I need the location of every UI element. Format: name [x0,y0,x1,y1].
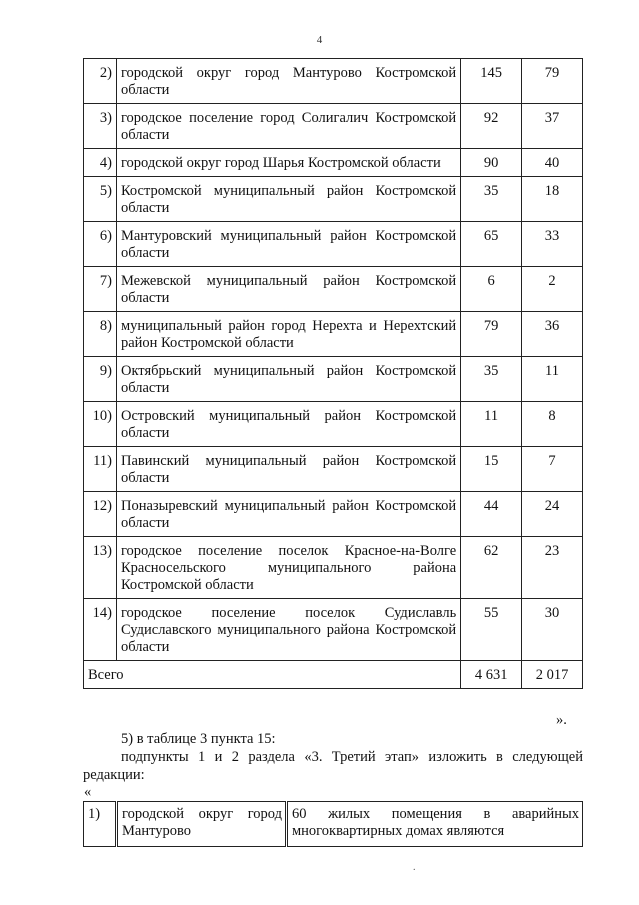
row-number: 4) [84,149,117,177]
row-municipality: городское поселение город Солигалич Костромской области [116,104,460,149]
row-municipality: Островский муниципальный район Костромской области [116,402,460,447]
row-municipality: городское поселение поселок Красное-на-Волге Красносельского муниципального района Костромской области [116,537,460,599]
row-number: 6) [84,222,117,267]
row-municipality: Мантуровский муниципальный район Костромской области [116,222,460,267]
stage-three-row [84,802,583,847]
row-number: 14) [84,599,117,661]
table-row [84,149,583,177]
row-value-1: 145 [461,59,522,104]
row-value-2: 8 [522,402,583,447]
row-value-1: 90 [461,149,522,177]
row-value-1: 44 [461,492,522,537]
row-number: 7) [84,267,117,312]
row-number: 2) [84,59,117,104]
stage-row-description: 60 жилых помещения в аварийных многоквартирных домах являются [287,802,583,847]
table-row [84,177,583,222]
footer-mark: . [413,862,416,873]
row-number: 3) [84,104,117,149]
row-municipality: Поназыревский муниципальный район Костромской области [116,492,460,537]
table-row [84,312,583,357]
row-value-2: 36 [522,312,583,357]
row-number: 12) [84,492,117,537]
row-number: 11) [84,447,117,492]
table-row [84,222,583,267]
row-number: 10) [84,402,117,447]
row-number: 13) [84,537,117,599]
row-value-2: 2 [522,267,583,312]
row-value-2: 30 [522,599,583,661]
row-value-2: 33 [522,222,583,267]
municipality-table-body [84,59,583,661]
paragraph-subitems: подпункты 1 и 2 раздела «3. Третий этап» изложить в следующей [121,749,583,765]
row-municipality: Павинский муниципальный район Костромской области [116,447,460,492]
stage-row-number: 1) [84,802,117,847]
paragraph-item-5: 5) в таблице 3 пункта 15: [121,731,276,747]
table-row [84,59,583,104]
row-municipality: муниципальный район город Нерехта и Нерехтский район Костромской области [116,312,460,357]
row-value-2: 23 [522,537,583,599]
row-value-2: 37 [522,104,583,149]
row-value-1: 79 [461,312,522,357]
paragraph-edition: редакции: [83,767,145,783]
row-value-1: 55 [461,599,522,661]
row-value-1: 65 [461,222,522,267]
row-municipality: городской округ город Мантурово Костромской области [116,59,460,104]
row-value-1: 62 [461,537,522,599]
total-value-2: 2 017 [522,661,583,689]
row-number: 5) [84,177,117,222]
municipality-table [83,58,583,689]
table-row [84,447,583,492]
row-value-2: 79 [522,59,583,104]
table-row [84,357,583,402]
row-municipality: Октябрьский муниципальный район Костромской области [116,357,460,402]
row-value-1: 92 [461,104,522,149]
row-value-2: 11 [522,357,583,402]
row-value-1: 35 [461,357,522,402]
table-row [84,402,583,447]
row-value-1: 15 [461,447,522,492]
row-value-2: 40 [522,149,583,177]
row-value-2: 7 [522,447,583,492]
table-row [84,267,583,312]
row-value-2: 18 [522,177,583,222]
row-number: 8) [84,312,117,357]
opening-quote: « [84,784,92,800]
row-number: 9) [84,357,117,402]
table-row [84,104,583,149]
table-row [84,492,583,537]
total-row [84,661,583,689]
page-number: 4 [316,34,323,46]
row-municipality: Межевской муниципальный район Костромской области [116,267,460,312]
row-municipality: Костромской муниципальный район Костромской области [116,177,460,222]
closing-quote: ». [556,712,567,728]
row-municipality: городское поселение поселок Судиславль Судиславского муниципального района Костромской области [116,599,460,661]
row-value-1: 35 [461,177,522,222]
row-value-1: 11 [461,402,522,447]
table-row [84,599,583,661]
stage-three-table [83,801,583,847]
row-municipality: городской округ город Шарья Костромской области [116,149,460,177]
row-value-1: 6 [461,267,522,312]
stage-row-municipality: городской округ город Мантурово [117,802,287,847]
row-value-2: 24 [522,492,583,537]
total-value-1: 4 631 [461,661,522,689]
total-label: Всего [84,661,461,689]
table-row [84,537,583,599]
